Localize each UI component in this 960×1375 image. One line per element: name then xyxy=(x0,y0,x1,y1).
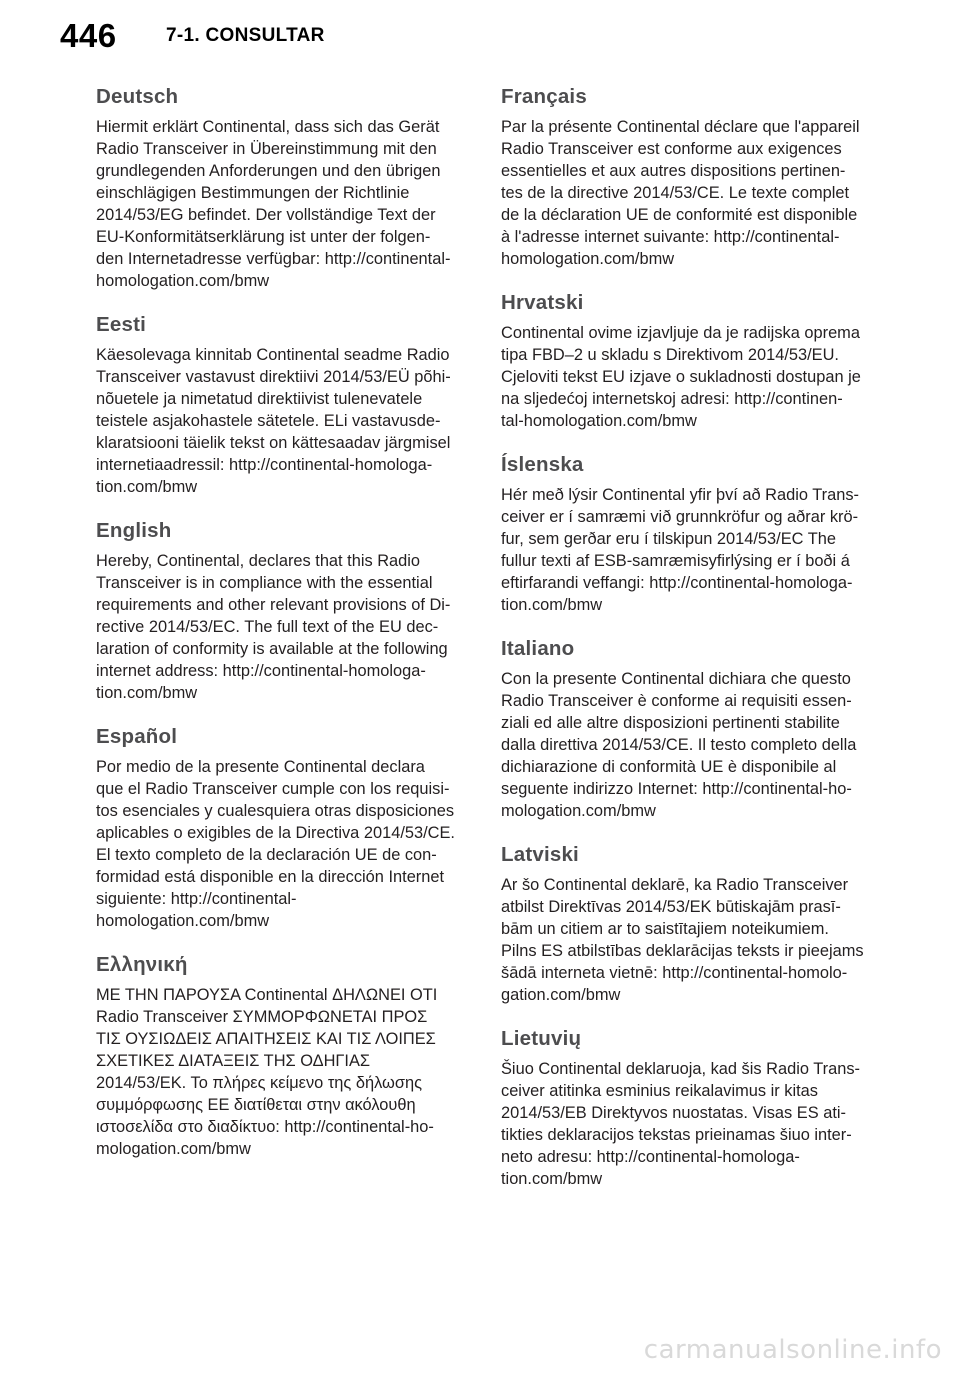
text-line: šādā interneta vietnē: http://continental-homolo- xyxy=(501,964,848,982)
text-line: El texto completo de la declaración UE de con- xyxy=(96,846,437,864)
watermark: carmanualsonline.info xyxy=(643,1335,942,1365)
declaration-text xyxy=(96,550,466,704)
text-line: mologation.com/bmw xyxy=(96,1140,251,1158)
text-line: mologation.com/bmw xyxy=(501,802,656,820)
text-line: dalla direttiva 2014/53/CE. Il testo completo della xyxy=(501,736,857,754)
text-line: homologation.com/bmw xyxy=(96,912,270,930)
text-line: nõuetele ja nimetatud direktiivist tulenevatele xyxy=(96,390,423,408)
text-line: tipa FBD–2 u skladu s Direktivom 2014/53/EU. xyxy=(501,346,839,364)
text-line: que el Radio Transceiver cumple con los requisi- xyxy=(96,780,450,798)
declaration-text xyxy=(96,344,466,498)
text-line: Hereby, Continental, declares that this Radio xyxy=(96,552,421,570)
text-line: tos esenciales y cualesquiera otras disposiciones xyxy=(96,802,455,820)
text-line: Transceiver is in compliance with the essential xyxy=(96,574,433,592)
text-line: formidad está disponible en la dirección Internet xyxy=(96,868,445,886)
text-line: Radio Transceiver ΣΥΜΜΟΡΦΩΝΕΤΑΙ ΠΡΟΣ xyxy=(96,1008,428,1026)
language-heading: Íslenska xyxy=(501,453,584,476)
text-line: Käesolevaga kinnitab Continental seadme Radio xyxy=(96,346,450,364)
declaration-text xyxy=(501,116,871,270)
language-heading: Deutsch xyxy=(96,85,179,108)
text-line: klaratsiooni täielik tekst on kättesaadav järgmisel xyxy=(96,434,451,452)
text-line: essentielles et aux autres dispositions pertinen- xyxy=(501,162,846,180)
text-line: de la déclaration UE de conformité est disponible xyxy=(501,206,858,224)
text-line: 2014/53/EG befindet. Der vollständige Text der xyxy=(96,206,436,224)
language-heading: Français xyxy=(501,85,587,108)
text-line: homologation.com/bmw xyxy=(501,250,675,268)
text-line: tikties deklaracijos tekstas prieinamas šiuo inter- xyxy=(501,1126,852,1144)
text-line: Radio Transceiver è conforme ai requisiti essen- xyxy=(501,692,852,710)
text-line: bām un citiem ar to saistītajiem noteikumiem. xyxy=(501,920,829,938)
text-line: ιστοσελίδα στο διαδίκτυο: http://continental-ho- xyxy=(96,1118,434,1136)
text-line: grundlegenden Anforderungen und den übrigen xyxy=(96,162,441,180)
language-heading: Eesti xyxy=(96,313,146,336)
language-section xyxy=(501,842,871,1006)
text-line: Hér með lýsir Continental yfir því að Radio Trans- xyxy=(501,486,860,504)
text-line: συμμόρφωσης ΕΕ διατίθεται στην ακόλουθη xyxy=(96,1096,416,1114)
text-line: ziali ed alle altre disposizioni pertinenti stabilite xyxy=(501,714,840,732)
language-section xyxy=(96,84,466,292)
text-line: internetiaadressil: http://continental-homologa- xyxy=(96,456,433,474)
text-line: eftirfarandi veffangi: http://continental-homologa- xyxy=(501,574,853,592)
declaration-text xyxy=(96,756,466,932)
declaration-text xyxy=(501,668,871,822)
declaration-text xyxy=(501,1058,871,1190)
text-line: fur, sem gerðar eru í tilskipun 2014/53/EC The xyxy=(501,530,836,548)
text-line: Šiuo Continental deklaruoja, kad šis Radio Trans- xyxy=(501,1060,860,1078)
language-section xyxy=(96,724,466,932)
text-line: requirements and other relevant provisions of Di- xyxy=(96,596,451,614)
language-section xyxy=(96,952,466,1160)
page-header xyxy=(0,0,960,72)
text-line: siguiente: http://continental- xyxy=(96,890,297,908)
text-line: ΜΕ ΤΗΝ ΠΑΡΟΥΣΑ Continental ΔΗΛΩΝΕΙ ΟΤΙ xyxy=(96,986,438,1004)
language-heading: Lietuvių xyxy=(501,1027,582,1050)
text-line: 2014/53/EB Direktyvos nuostatas. Visas ES ati- xyxy=(501,1104,846,1122)
language-heading: Italiano xyxy=(501,637,575,660)
text-line: à l'adresse internet suivante: http://continental- xyxy=(501,228,840,246)
text-line: neto adresu: http://continental-homologa- xyxy=(501,1148,800,1166)
declaration-text xyxy=(501,484,871,616)
text-line: ΣΧΕΤΙΚΕΣ ΔΙΑΤΑΞΕΙΣ ΤΗΣ ΟΔΗΓΙΑΣ xyxy=(96,1052,371,1070)
section-title: 7-1. CONSULTAR xyxy=(166,25,325,46)
text-line: Par la présente Continental déclare que l'appareil xyxy=(501,118,860,136)
text-line: Hiermit erklärt Continental, dass sich das Gerät xyxy=(96,118,440,136)
page-number: 446 xyxy=(60,17,117,54)
language-section xyxy=(96,312,466,498)
declaration-text xyxy=(96,116,466,292)
text-line: laration of conformity is available at the following xyxy=(96,640,448,658)
language-section xyxy=(501,290,871,432)
text-line: Transceiver vastavust direktiivi 2014/53/EÜ põhi- xyxy=(96,368,451,386)
language-heading: Ελληνική xyxy=(96,953,188,976)
text-line: Radio Transceiver in Übereinstimmung mit den xyxy=(96,140,437,158)
text-line: tal-homologation.com/bmw xyxy=(501,412,697,430)
text-line: tion.com/bmw xyxy=(501,596,603,614)
declaration-text xyxy=(501,874,871,1006)
text-line: na sljedećoj internetskoj adresi: http://continen- xyxy=(501,390,843,408)
left-column xyxy=(96,84,466,1180)
text-line: dichiarazione di conformità UE è disponibile al xyxy=(501,758,837,776)
text-line: seguente indirizzo Internet: http://continental-ho- xyxy=(501,780,852,798)
text-line: atbilst Direktīvas 2014/53/EK būtiskajām prasī- xyxy=(501,898,841,916)
text-line: ΤΙΣ ΟΥΣΙΩΔΕΙΣ ΑΠΑΙΤΗΣΕΙΣ ΚΑΙ ΤΙΣ ΛΟΙΠΕΣ xyxy=(96,1030,436,1048)
language-section xyxy=(501,1026,871,1190)
language-section xyxy=(96,518,466,704)
right-column xyxy=(501,84,871,1210)
text-line: internet address: http://continental-homologa- xyxy=(96,662,426,680)
text-line: Con la presente Continental dichiara che questo xyxy=(501,670,851,688)
text-line: fullur texti af ESB-samræmisyfirlýsing er í boði á xyxy=(501,552,850,570)
language-heading: Hrvatski xyxy=(501,291,584,314)
text-line: Radio Transceiver est conforme aux exigences xyxy=(501,140,842,158)
language-heading: Español xyxy=(96,725,178,748)
text-line: tion.com/bmw xyxy=(501,1170,603,1188)
text-line: homologation.com/bmw xyxy=(96,272,270,290)
text-line: ceiver er í samræmi við grunnkröfur og aðrar krö- xyxy=(501,508,859,526)
text-line: einschlägigen Bestimmungen der Richtlinie xyxy=(96,184,410,202)
language-section xyxy=(501,84,871,270)
text-line: 2014/53/ΕΚ. Το πλήρες κείμενο της δήλωσης xyxy=(96,1074,422,1092)
text-line: gation.com/bmw xyxy=(501,986,621,1004)
text-line: tes de la directive 2014/53/CE. Le texte complet xyxy=(501,184,850,202)
declaration-text xyxy=(501,322,871,432)
text-line: Por medio de la presente Continental declara xyxy=(96,758,425,776)
language-heading: English xyxy=(96,519,172,542)
text-line: rective 2014/53/EC. The full text of the EU dec- xyxy=(96,618,439,636)
language-heading: Latviski xyxy=(501,843,579,866)
text-line: EU-Konformitätserklärung ist unter der folgen- xyxy=(96,228,431,246)
declaration-text xyxy=(96,984,466,1160)
language-section xyxy=(501,636,871,822)
text-line: den Internetadresse verfügbar: http://continental- xyxy=(96,250,451,268)
language-section xyxy=(501,452,871,616)
text-line: Continental ovime izjavljuje da je radijska oprema xyxy=(501,324,860,342)
text-line: ceiver atitinka esminius reikalavimus ir kitas xyxy=(501,1082,818,1100)
text-line: Ar šo Continental deklarē, ka Radio Transceiver xyxy=(501,876,849,894)
text-line: Pilns ES atbilstības deklarācijas teksts ir pieejams xyxy=(501,942,864,960)
text-line: tion.com/bmw xyxy=(96,684,198,702)
text-line: tion.com/bmw xyxy=(96,478,198,496)
text-line: teistele asjakohastele sätetele. ELi vastavusde- xyxy=(96,412,441,430)
text-line: Cjeloviti tekst EU izjave o sukladnosti dostupan je xyxy=(501,368,861,386)
text-line: aplicables o exigibles de la Directiva 2014/53/CE. xyxy=(96,824,455,842)
